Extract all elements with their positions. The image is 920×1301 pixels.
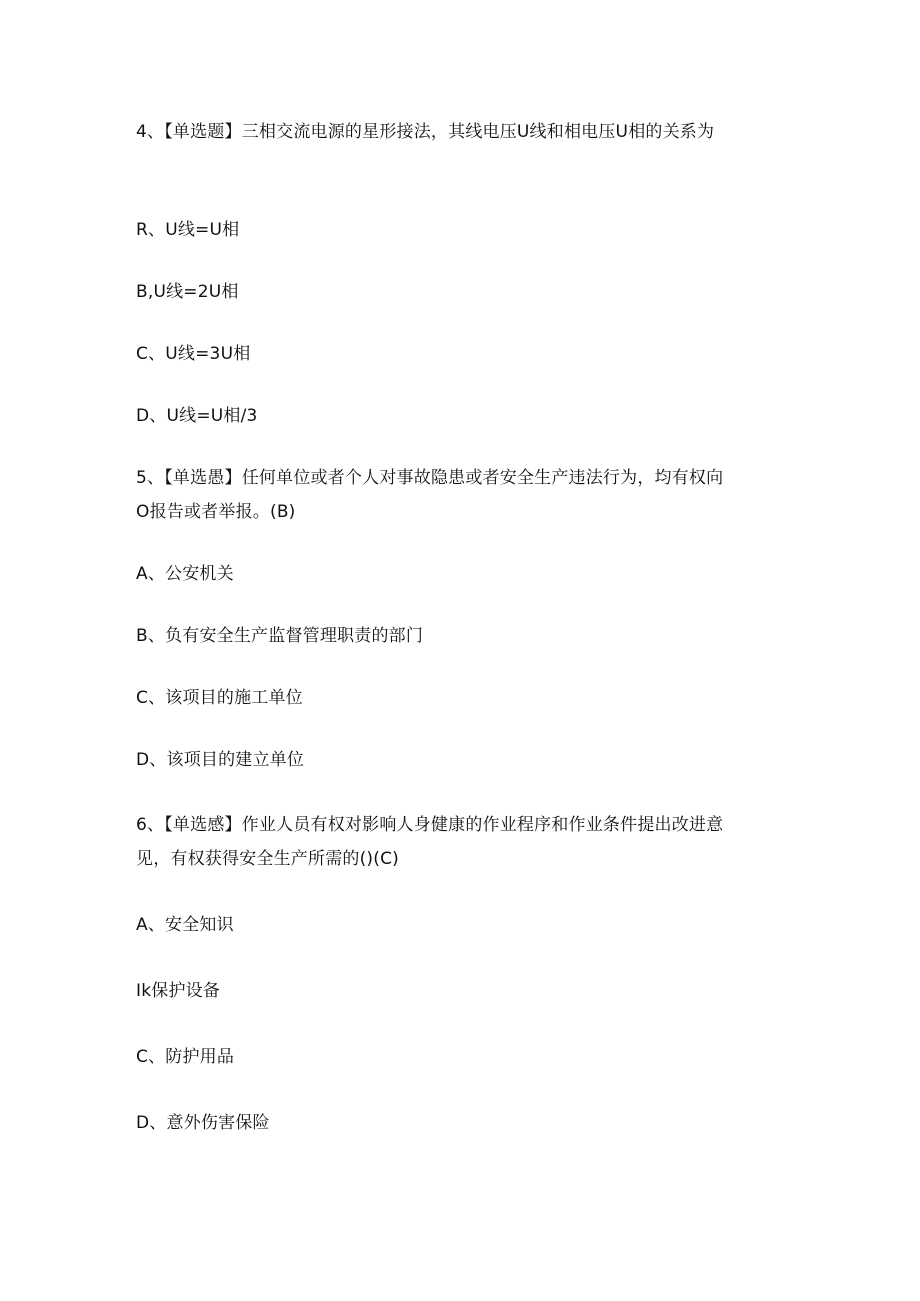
question-6-stem-line-2: 见，有权获得安全生产所需的()(C) [136,849,399,869]
question-5-option-a: A、公安机关 [136,564,234,584]
question-5-stem-line-2: O报告或者举报。(B) [136,502,296,522]
question-6-option-c: C、防护用品 [136,1047,235,1067]
question-5-stem-line-1: 5、【单选愚】任何单位或者个人对事故隐患或者安全生产违法行为，均有权向 [136,468,724,488]
question-4-option-b: B,U线=2U相 [136,282,239,302]
question-4-stem: 4、【单选题】三相交流电源的星形接法，其线电压U线和相电压U相的关系为 [136,122,715,142]
question-6-stem-line-1: 6、【单选感】作业人员有权对影响人身健康的作业程序和作业条件提出改进意 [136,815,724,835]
question-6-option-d: D、意外伤害保险 [136,1113,270,1133]
question-5-option-b: B、负有安全生产监督管理职责的部门 [136,626,424,646]
question-4-option-c: C、U线=3U相 [136,344,251,364]
question-6-option-b: Ik保护设备 [136,981,221,1001]
question-5-option-d: D、该项目的建立单位 [136,750,305,770]
question-4-option-d: D、U线=U相/3 [136,406,258,426]
question-4-option-r: R、U线=U相 [136,220,240,240]
question-6-option-a: A、安全知识 [136,915,234,935]
question-5-option-c: C、该项目的施工单位 [136,688,303,708]
